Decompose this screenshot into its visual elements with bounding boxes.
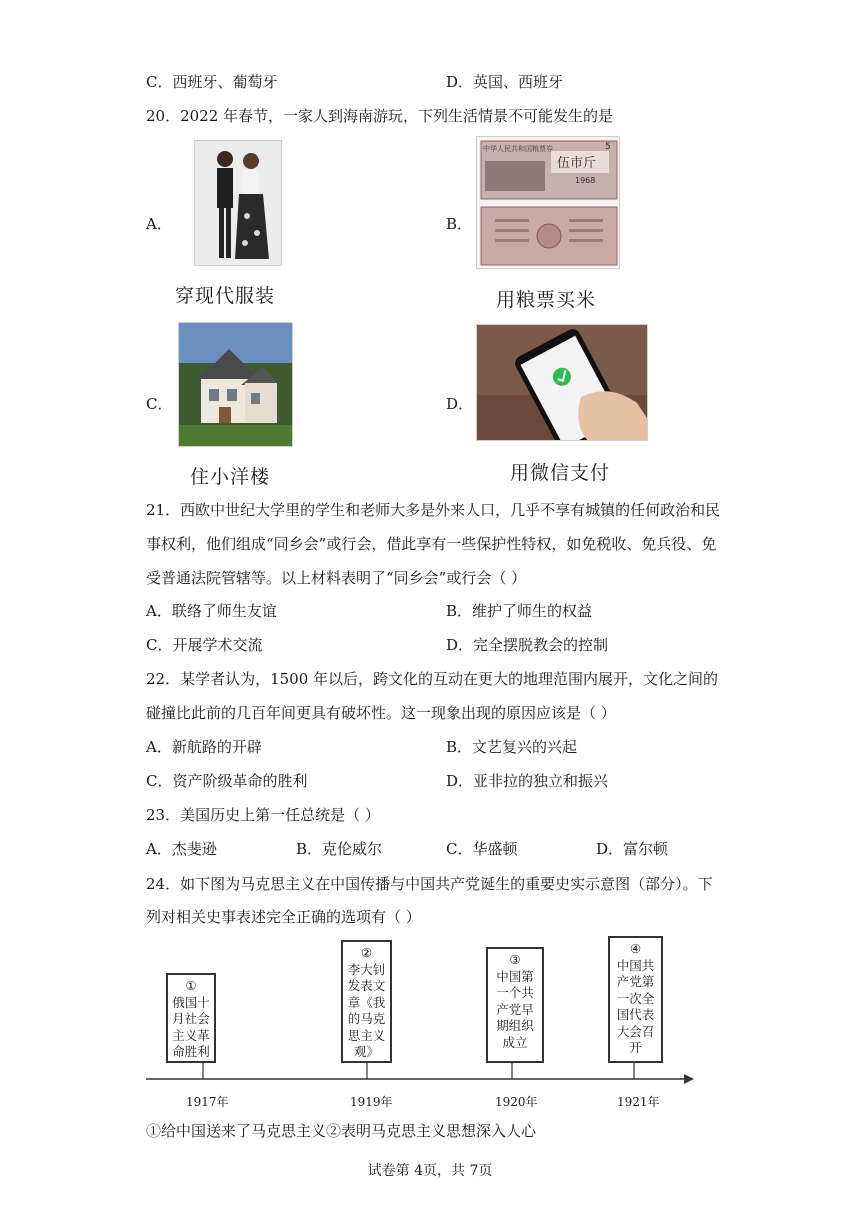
q20-option-a-label: A．: [146, 215, 172, 233]
timeline-event-3: ③ 中国第 一个共 产党早 期组织 成立: [486, 947, 544, 1063]
ticket-amount-text: 伍市斤: [557, 156, 597, 171]
q21-stem-line2: 事权利，他们组成“同乡会”或行会，借此享有一些保护性特权，如免税收、免兵役、免: [146, 535, 717, 553]
q22-stem-line2: 碰撞比此前的几百年间更具有破坏性。这一现象出现的原因应该是（ ）: [146, 704, 616, 722]
timeline-year-1921: 1921年: [617, 1095, 660, 1109]
q22-stem-line1: 22．某学者认为，1500 年以后，跨文化的互动在更大的地理范围内展开，文化之间的: [146, 670, 719, 688]
villa-photo: [178, 322, 293, 447]
q22-option-b: B．文艺复兴的兴起: [446, 738, 578, 756]
q23-option-c: C．华盛顿: [446, 840, 518, 858]
q21-stem-line1: 21．西欧中世纪大学里的学生和老师大多是外来人口，几乎不享有城镇的任何政治和民: [146, 501, 721, 519]
q21-option-d: D．完全摆脱教会的控制: [446, 636, 609, 654]
q22-option-a: A．新航路的开辟: [146, 738, 262, 756]
q24-statement: ①给中国送来了马克思主义②表明马克思主义思想深入人心: [146, 1122, 537, 1140]
q20-option-b-label: B．: [446, 215, 473, 233]
q22-option-d: D．亚非拉的独立和振兴: [446, 772, 609, 790]
q20-option-d-label: D．: [446, 395, 474, 413]
grain-ticket-photo: [476, 136, 620, 269]
timeline-year-1917: 1917年: [186, 1095, 229, 1109]
q20-caption-a: 穿现代服装: [175, 285, 276, 307]
q20-caption-c: 住小洋楼: [190, 466, 271, 488]
q19-option-d: D．英国、西班牙: [446, 73, 564, 91]
timeline-event-2: ② 李大钊 发表文 章《我 的马克 思主义 观》: [341, 940, 392, 1063]
timeline-event-1: ① 俄国十 月社会 主义革 命胜利: [166, 973, 216, 1063]
timeline-event-4: ④ 中国共 产党第 一次全 国代表 大会召 开: [608, 936, 663, 1063]
q24-stem-line1: 24．如下图为马克思主义在中国传播与中国共产党诞生的重要史实示意图（部分）。下: [146, 875, 713, 893]
q22-option-c: C．资产阶级革命的胜利: [146, 772, 308, 790]
q23-option-d: D．富尔顿: [596, 840, 669, 858]
q21-option-b: B．维护了师生的权益: [446, 602, 593, 620]
q20-option-c-label: C．: [146, 395, 173, 413]
ticket-number-text: 5: [605, 142, 611, 152]
q23-option-b: B．克伦威尔: [296, 840, 383, 858]
timeline-axis: [140, 1060, 700, 1090]
wechat-pay-photo: [476, 324, 648, 441]
q21-option-a: A．联络了师生友谊: [146, 602, 277, 620]
q24-stem-line2: 列对相关史事表述完全正确的选项有（ ）: [146, 908, 421, 926]
timeline-year-1919: 1919年: [350, 1095, 393, 1109]
q21-option-c: C．开展学术交流: [146, 636, 263, 654]
ticket-year-text: 1968: [575, 176, 596, 185]
q19-option-c: C．西班牙、葡萄牙: [146, 73, 278, 91]
ticket-top-text: 中华人民共和国粮票券: [483, 145, 553, 153]
q21-stem-line3: 受普通法院管辖等。以上材料表明了“同乡会”或行会（ ）: [146, 569, 527, 587]
modern-clothing-photo: [194, 140, 282, 266]
q20-caption-d: 用微信支付: [510, 462, 611, 484]
page-footer: 试卷第 4页，共 7页: [367, 1163, 493, 1179]
timeline-year-1920: 1920年: [495, 1095, 538, 1109]
q20-caption-b: 用粮票买米: [496, 289, 597, 311]
q23-option-a: A．杰斐逊: [146, 840, 217, 858]
q23-stem: 23．美国历史上第一任总统是（ ）: [146, 806, 380, 824]
q20-stem: 20．2022 年春节，一家人到海南游玩，下列生活情景不可能发生的是: [146, 107, 614, 125]
